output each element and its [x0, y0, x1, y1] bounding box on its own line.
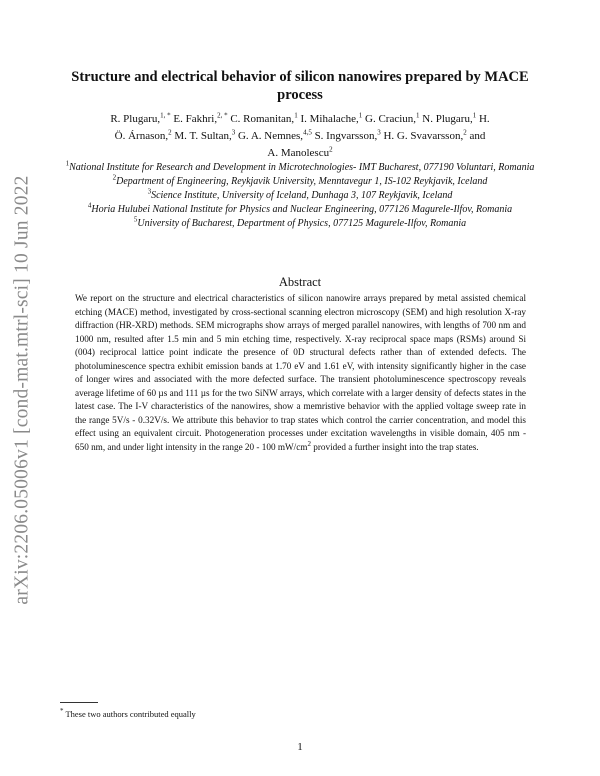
- affiliation-number: 4: [87, 201, 92, 210]
- author-affiliation-mark: 1: [358, 111, 363, 120]
- paper-title: Structure and electrical behavior of silicon nanowires prepared by MACE process: [71, 69, 529, 103]
- author: [230, 113, 297, 125]
- author-name: S. Ingvarsson,: [314, 130, 378, 142]
- author-affiliation-mark: 3: [377, 128, 381, 137]
- author-name: H. G. Svavarsson,: [383, 130, 464, 142]
- affiliation-text: Department of Engineering, Reykjavik University, Menntavegur 1, IS-102 Reykjavik, Iceland: [116, 176, 488, 187]
- author-name: R. Plugaru,: [110, 113, 161, 125]
- author-affiliation-mark: 4,5: [303, 128, 312, 137]
- author-affiliation-mark: 1: [416, 111, 420, 120]
- author-affiliation-mark: 2: [168, 128, 172, 137]
- footnote-text: These two authors contributed equally: [63, 709, 196, 719]
- footnote-mark: *: [60, 707, 64, 716]
- author-name: G. A. Nemnes,: [237, 130, 304, 142]
- author-affiliation-mark: 3: [231, 128, 236, 137]
- author: [110, 113, 170, 125]
- footnote-divider: [60, 702, 98, 703]
- affiliation: [60, 217, 540, 231]
- author-affiliation-mark: 2: [463, 128, 467, 137]
- author-name: N. Plugaru,: [422, 113, 473, 125]
- affiliation: [60, 175, 540, 189]
- affiliation-number: 1: [65, 159, 70, 168]
- author-affiliation-mark: 1: [294, 111, 298, 120]
- arxiv-sidebar-stamp: [3, 170, 43, 610]
- author: [173, 113, 227, 125]
- affiliation-text: Science Institute, University of Iceland, Dunhaga 3, 107 Reykjavik, Iceland: [151, 190, 453, 201]
- author: [383, 130, 466, 142]
- author-list: [110, 111, 490, 162]
- arxiv-identifier: arXiv:2206.05006v1 [cond-mat.mtrl-sci] 10 Jun 2022: [12, 175, 33, 605]
- author: [422, 113, 476, 125]
- author: [174, 130, 235, 142]
- author: [315, 130, 381, 142]
- affiliation: [60, 189, 540, 203]
- author-name: I. Mihalache,: [300, 113, 359, 125]
- abstract-text: [75, 292, 526, 454]
- author: [300, 113, 362, 125]
- footnote: [60, 709, 196, 719]
- abstract-superscript: 2: [307, 439, 311, 448]
- author-name: C. Romanitan,: [230, 113, 295, 125]
- author-name: M. T. Sultan,: [174, 130, 232, 142]
- author-affiliation-mark: 1: [472, 111, 477, 120]
- author-affiliation-mark: 2, *: [217, 111, 228, 120]
- abstract-ending: provided a further insight into the trap states.: [310, 441, 479, 452]
- author-name: E. Fakhri,: [173, 113, 218, 125]
- abstract-main: We report on the structure and electrical characteristics of silicon nanowire arrays prepared by metal assisted chemical etching (MACE) method, investigated by cross-sectional scanning electron microscopy (SEM) and high resolution X-ray diffraction (HR-XRD) methods. SEM micrographs show arrays of merged parallel nanowires, with lengths of 700 nm and 1000 nm, resulted after 1.5 min and 5 min etching time, respectively. X-ray reciprocal space maps (RSMs) around Si (004) reciprocal lattice point indicate the presence of 0D structural defects rather than of extended defects. The photoluminescence spectra exhibit emission bands at 1.70 eV and 1.61 eV, with intensity significantly higher in the case of longer wires and associated with the more defected surface. The transient photoluminescence spectroscopy reveals average lifetime of 60 µs and 111 µs for the two SiNW arrays, which correlate with a larger density of defects states in the latest case. The I-V characteristics of the nanowires, show a memristive behavior with the applied voltage sweep rate in the range 5V/s - 0.32V/s. We attribute this behavior to trap states which control the carrier concentration, and model this effect using an equivalent circuit. Photogeneration processes under excitation wavelengths in visible domain, 405 nm - 650 nm, and under light intensity in the range 20 - 100 mW/cm: [75, 293, 526, 452]
- abstract-heading: Abstract: [278, 275, 322, 289]
- author: [238, 130, 312, 142]
- author-name: G. Craciun,: [365, 113, 417, 125]
- affiliation-text: University of Bucharest, Department of Physics, 077125 Magurele-Ilfov, Romania: [137, 218, 467, 229]
- author-affiliation-mark: 1, *: [160, 111, 171, 120]
- affiliation-number: 2: [112, 173, 117, 182]
- affiliation-number: 5: [133, 215, 138, 224]
- affiliation-text: Horia Hulubei National Institute for Physics and Nuclear Engineering, 077126 Magurele-Ilfov, Romania: [91, 204, 513, 215]
- author-name: H. Ö. Árnason,: [114, 113, 490, 142]
- affiliation-list: [60, 161, 540, 231]
- author-name: and A. Manolescu: [267, 130, 486, 159]
- author: [365, 113, 420, 125]
- affiliation: [60, 203, 540, 217]
- affiliation-text: National Institute for Research and Development in Microtechnologies- IMT Bucharest, 077190 Voluntari, Romania: [69, 162, 535, 173]
- page-number: 1: [297, 741, 303, 753]
- affiliation: [60, 161, 540, 175]
- author-affiliation-mark: 2: [329, 145, 333, 154]
- affiliation-number: 3: [147, 187, 152, 196]
